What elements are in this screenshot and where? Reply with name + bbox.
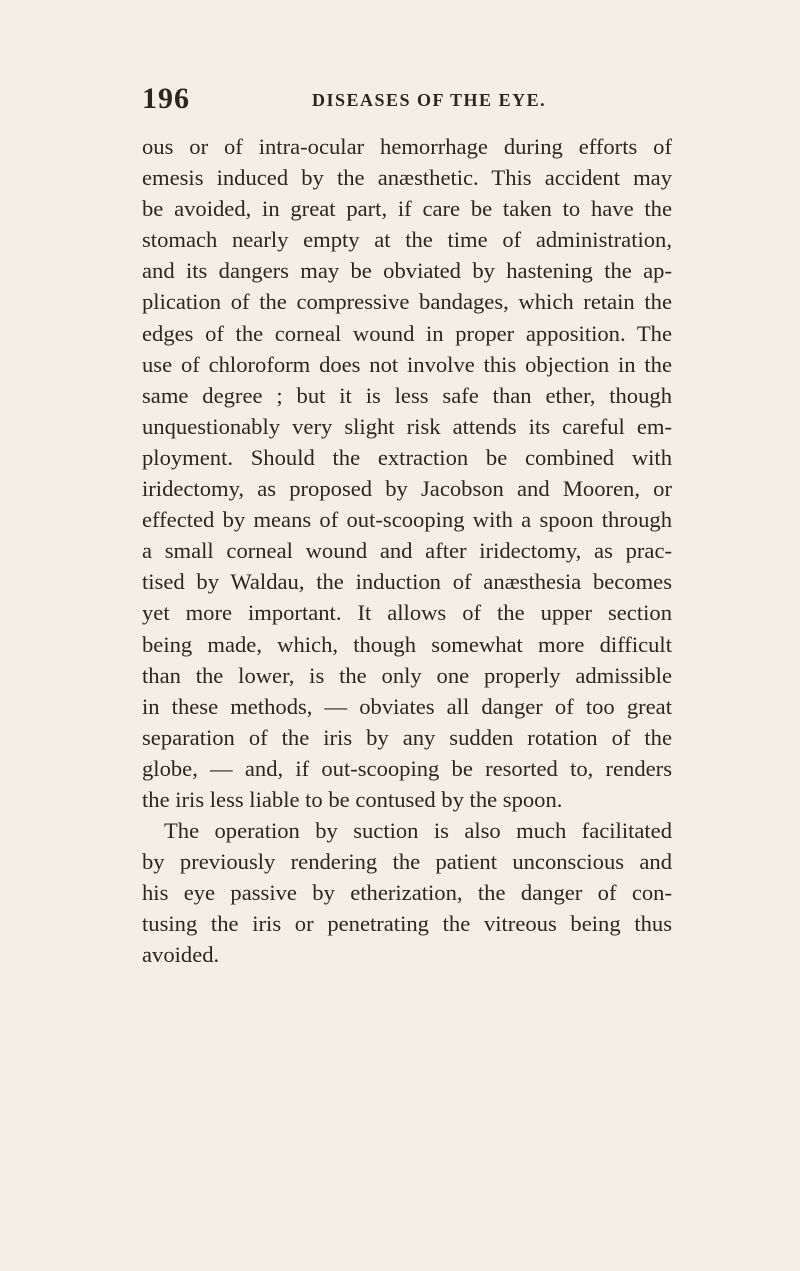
text-line: edges of the corneal wound in proper apposition. The [142,320,672,346]
text-line: and its dangers may be obviated by hastening the ap- [142,258,672,284]
text-line: tusing the iris or penetrating the vitreous being thus [142,911,672,937]
text-line: a small corneal wound and after iridectomy, as prac- [142,538,672,564]
text-line: than the lower, is the only one properly admissible [142,662,672,688]
text-line: unquestionably very slight risk attends its careful em- [142,413,672,439]
page-header [142,82,672,122]
text-line: tised by Waldau, the induction of anæsthesia becomes [142,569,672,595]
text-line: ous or of intra-ocular hemorrhage during efforts of [142,134,672,159]
text-line: stomach nearly empty at the time of administration, [142,227,672,253]
text-line: avoided. [142,942,220,968]
text-line: same degree ; but it is less safe than ether, though [142,382,672,408]
body-text [142,131,672,971]
text-line: separation of the iris by any sudden rotation of the [142,724,672,750]
page-number: 196 [142,82,190,115]
running-head: DISEASES OF THE EYE. [312,90,547,110]
text-line: effected by means of out-scooping with a spoon through [142,507,672,533]
text-line: yet more important. It allows of the upper section [142,600,672,626]
text-line: the iris less liable to be contused by the spoon. [142,786,563,812]
text-line: ployment. Should the extraction be combined with [142,444,672,470]
text-line: being made, which, though somewhat more difficult [142,631,672,657]
text-line: plication of the compressive bandages, which retain the [142,289,672,315]
text-line: iridectomy, as proposed by Jacobson and Mooren, or [142,476,672,502]
text-line: be avoided, in great part, if care be taken to have the [142,196,672,222]
text-line: globe, — and, if out-scooping be resorted to, renders [142,755,672,781]
text-line: use of chloroform does not involve this objection in the [142,351,672,377]
text-line: in these methods, — obviates all danger of too great [142,693,672,719]
text-line: emesis induced by the anæsthetic. This accident may [142,165,672,191]
text-line: his eye passive by etherization, the danger of con- [142,880,672,906]
text-line: by previously rendering the patient unconscious and [142,849,672,875]
text-line: The operation by suction is also much facilitated [164,818,672,844]
